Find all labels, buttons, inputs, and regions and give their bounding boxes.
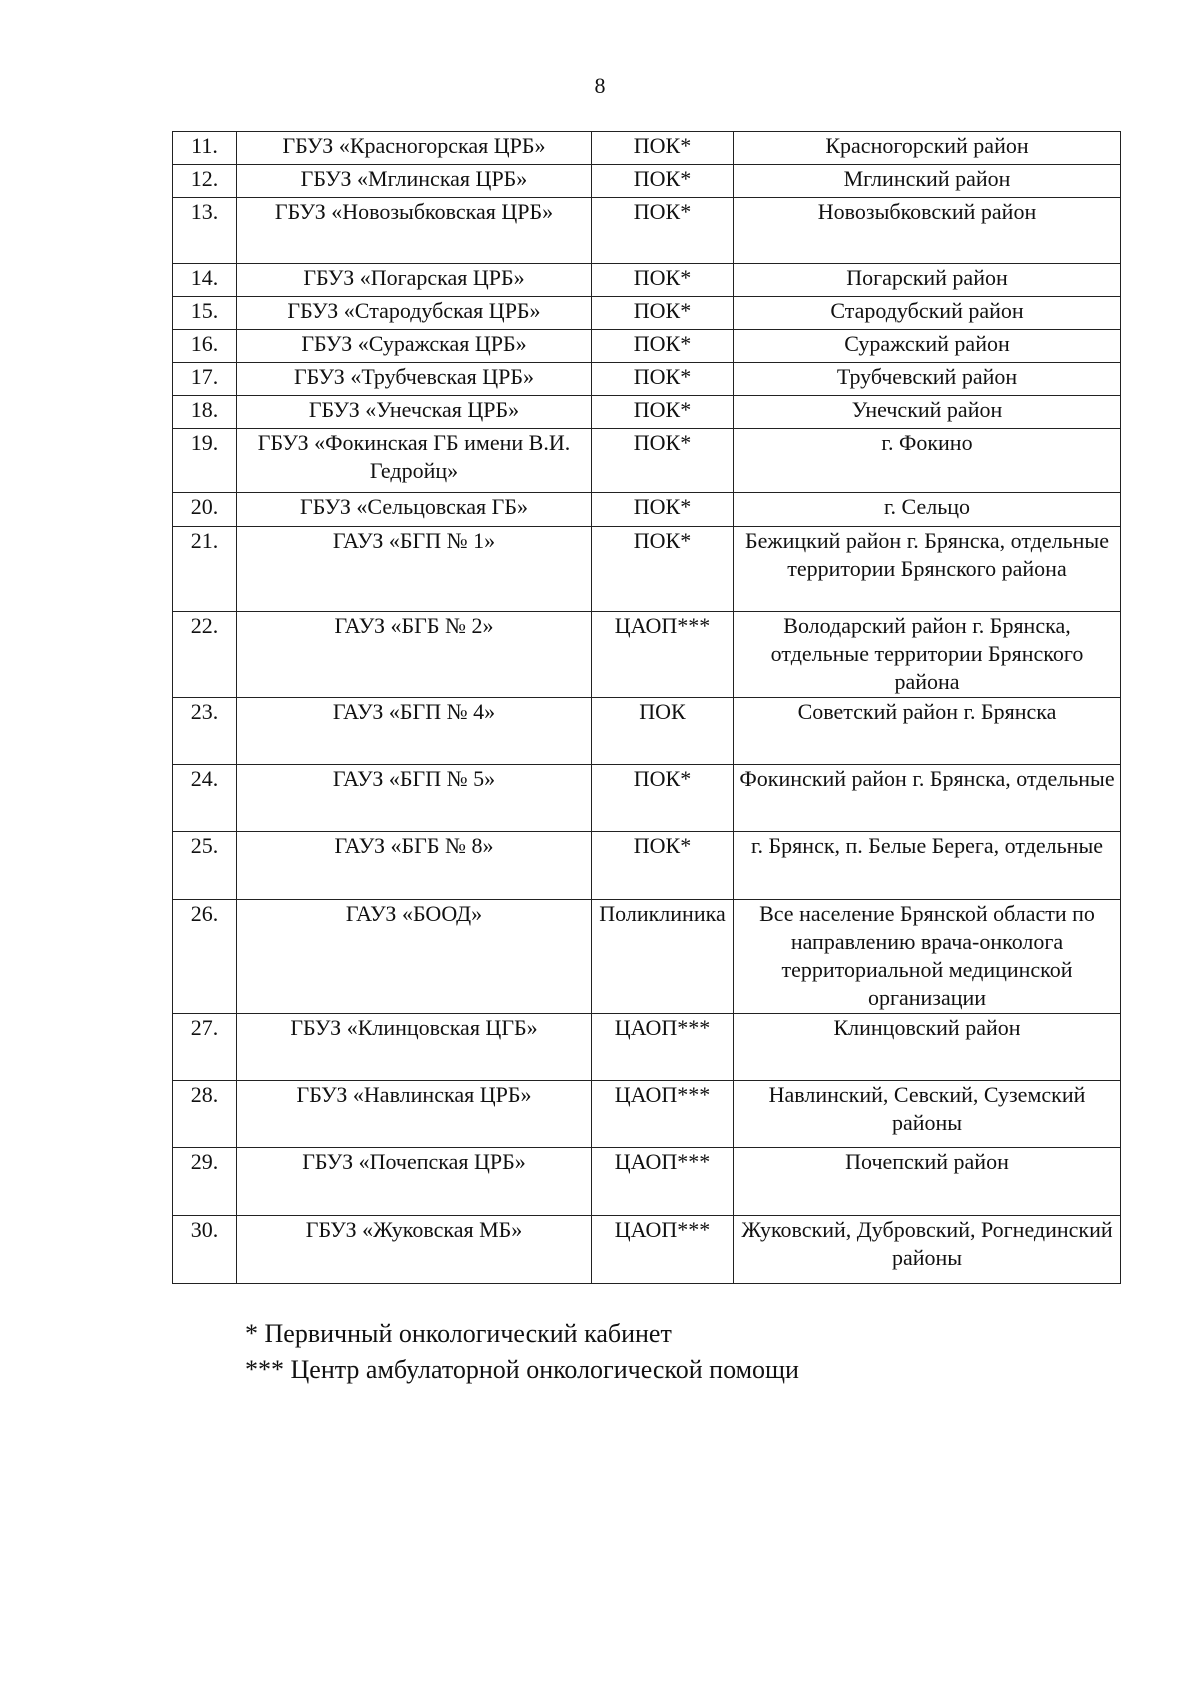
table-row: [173, 132, 1121, 165]
service-area: Жуковский, Дубровский, Рогнединский районы: [734, 1216, 1121, 1284]
organization-name: ГБУЗ «Новозыбковская ЦРБ»: [237, 198, 592, 264]
service-area: Володарский район г. Брянска, отдельные территории Брянского района: [734, 612, 1121, 698]
footnote-pok: * Первичный онкологический кабинет: [245, 1319, 672, 1348]
row-number: 22.: [173, 612, 237, 698]
unit-type: ПОК*: [592, 165, 734, 198]
organization-name: ГБУЗ «Навлинская ЦРБ»: [237, 1081, 592, 1148]
organization-name: ГБУЗ «Мглинская ЦРБ»: [237, 165, 592, 198]
unit-type: ПОК*: [592, 132, 734, 165]
service-area: Новозыбковский район: [734, 198, 1121, 264]
organization-name: ГБУЗ «Красногорская ЦРБ»: [237, 132, 592, 165]
organization-name: ГБУЗ «Жуковская МБ»: [237, 1216, 592, 1284]
row-number: 23.: [173, 698, 237, 765]
service-area: Стародубский район: [734, 297, 1121, 330]
organization-name: ГБУЗ «Фокинская ГБ имени В.И. Гедройц»: [237, 429, 592, 493]
service-area: Погарский район: [734, 264, 1121, 297]
row-number: 16.: [173, 330, 237, 363]
row-number: 11.: [173, 132, 237, 165]
table-row: [173, 765, 1121, 832]
unit-type: ПОК*: [592, 765, 734, 832]
service-area: г. Сельцо: [734, 493, 1121, 527]
unit-type: ЦАОП***: [592, 1081, 734, 1148]
service-area: г. Брянск, п. Белые Берега, отдельные: [734, 832, 1121, 900]
footnote-caop: *** Центр амбулаторной онкологической помощи: [245, 1355, 799, 1384]
service-area: Советский район г. Брянска: [734, 698, 1121, 765]
table-row: [173, 1216, 1121, 1284]
organization-name: ГАУЗ «БГП № 5»: [237, 765, 592, 832]
row-number: 20.: [173, 493, 237, 527]
row-number: 15.: [173, 297, 237, 330]
unit-type: ПОК*: [592, 429, 734, 493]
unit-type: ПОК*: [592, 832, 734, 900]
unit-type: ПОК*: [592, 527, 734, 612]
page-number: 8: [594, 73, 606, 98]
row-number: 12.: [173, 165, 237, 198]
service-area: г. Фокино: [734, 429, 1121, 493]
table-row: [173, 264, 1121, 297]
organization-name: ГБУЗ «Унечская ЦРБ»: [237, 396, 592, 429]
organization-name: ГАУЗ «БГП № 1»: [237, 527, 592, 612]
organization-name: ГБУЗ «Стародубская ЦРБ»: [237, 297, 592, 330]
unit-type: Поликлиника: [592, 900, 734, 1014]
table-row: [173, 330, 1121, 363]
row-number: 14.: [173, 264, 237, 297]
table-row: [173, 429, 1121, 493]
table-row: [173, 900, 1121, 1014]
table-row: [173, 165, 1121, 198]
organization-name: ГБУЗ «Почепская ЦРБ»: [237, 1148, 592, 1216]
table-row: [173, 198, 1121, 264]
service-area: Клинцовский район: [734, 1014, 1121, 1081]
service-area: Почепский район: [734, 1148, 1121, 1216]
organization-name: ГАУЗ «БГП № 4»: [237, 698, 592, 765]
service-area: Бежицкий район г. Брянска, отдельные территории Брянского района: [734, 527, 1121, 612]
service-area: Мглинский район: [734, 165, 1121, 198]
organization-name: ГАУЗ «БГБ № 2»: [237, 612, 592, 698]
table-row: [173, 832, 1121, 900]
unit-type: ПОК*: [592, 297, 734, 330]
service-area: Фокинский район г. Брянска, отдельные: [734, 765, 1121, 832]
unit-type: ПОК: [592, 698, 734, 765]
service-area: Красногорский район: [734, 132, 1121, 165]
row-number: 29.: [173, 1148, 237, 1216]
row-number: 21.: [173, 527, 237, 612]
unit-type: ЦАОП***: [592, 1014, 734, 1081]
row-number: 27.: [173, 1014, 237, 1081]
table-row: [173, 493, 1121, 527]
organization-name: ГБУЗ «Трубчевская ЦРБ»: [237, 363, 592, 396]
row-number: 26.: [173, 900, 237, 1014]
row-number: 13.: [173, 198, 237, 264]
organization-name: ГБУЗ «Суражская ЦРБ»: [237, 330, 592, 363]
unit-type: ПОК*: [592, 198, 734, 264]
row-number: 17.: [173, 363, 237, 396]
row-number: 30.: [173, 1216, 237, 1284]
organization-name: ГБУЗ «Сельцовская ГБ»: [237, 493, 592, 527]
unit-type: ПОК*: [592, 330, 734, 363]
table-row: [173, 1148, 1121, 1216]
unit-type: ПОК*: [592, 363, 734, 396]
table-row: [173, 396, 1121, 429]
service-area: Суражский район: [734, 330, 1121, 363]
unit-type: ЦАОП***: [592, 612, 734, 698]
row-number: 24.: [173, 765, 237, 832]
table-row: [173, 698, 1121, 765]
footnotes: [245, 1316, 799, 1388]
unit-type: ПОК*: [592, 264, 734, 297]
row-number: 19.: [173, 429, 237, 493]
row-number: 28.: [173, 1081, 237, 1148]
service-area: Навлинский, Севский, Суземский районы: [734, 1081, 1121, 1148]
organization-name: ГАУЗ «БГБ № 8»: [237, 832, 592, 900]
row-number: 18.: [173, 396, 237, 429]
table-row: [173, 297, 1121, 330]
table-row: [173, 1014, 1121, 1081]
table-row: [173, 612, 1121, 698]
table-row: [173, 1081, 1121, 1148]
organization-name: ГБУЗ «Клинцовская ЦГБ»: [237, 1014, 592, 1081]
unit-type: ЦАОП***: [592, 1216, 734, 1284]
institutions-table: [172, 131, 1121, 1284]
service-area: Трубчевский район: [734, 363, 1121, 396]
table-row: [173, 527, 1121, 612]
unit-type: ПОК*: [592, 396, 734, 429]
table-row: [173, 363, 1121, 396]
organization-name: ГБУЗ «Погарская ЦРБ»: [237, 264, 592, 297]
unit-type: ЦАОП***: [592, 1148, 734, 1216]
service-area: Все население Брянской области по направлению врача-онколога территориальной медицинской организации: [734, 900, 1121, 1014]
row-number: 25.: [173, 832, 237, 900]
organization-name: ГАУЗ «БООД»: [237, 900, 592, 1014]
unit-type: ПОК*: [592, 493, 734, 527]
service-area: Унечский район: [734, 396, 1121, 429]
